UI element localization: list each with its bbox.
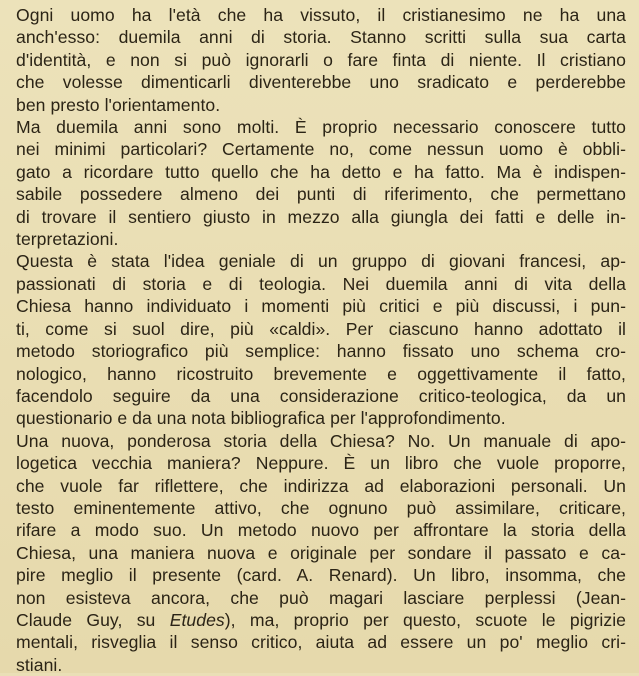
text-line: Una nuova, ponderosa storia della Chiesa? No. Un manuale di apo- <box>16 430 626 451</box>
text-line: ben presto l'orientamento. <box>16 94 221 115</box>
text-line: testo eminentemente attivo, che ognuno può assimilare, criticare, <box>16 497 626 518</box>
text-line: passionati di storia e di teologia. Nei duemila anni di vita della <box>16 273 626 294</box>
text-line: metodo storiografico più semplice: hanno fissato uno schema cro- <box>16 341 626 362</box>
text-line: questionario e da una nota bibliografica per l'approfondimento. <box>16 408 506 429</box>
text-line: nei minimi particolari? Certamente no, come nessun uomo è obbli- <box>16 139 626 160</box>
text-line: Chiesa, una maniera nuova e originale per sondare il passato e ca- <box>16 542 626 563</box>
text-line: Ogni uomo ha l'età che ha vissuto, il cristianesimo ne ha una <box>16 5 626 25</box>
text-line: gato a ricordare tutto quello che ha detto e ha fatto. Ma è indispen- <box>16 161 626 182</box>
text-line: che vuole far riflettere, che indirizza ad elaborazioni personali. Un <box>16 475 626 496</box>
text-line: sabile possedere almeno dei punti di riferimento, che permettano <box>16 184 626 205</box>
text-line: pire meglio il presente (card. A. Renard). Un libro, insomma, che <box>16 565 626 586</box>
text-line: stiani. <box>16 654 63 675</box>
paragraph-2 <box>16 116 626 250</box>
text-line: non esisteva ancora, che può magari lasciare perplessi (Jean- <box>16 587 626 608</box>
text-line: d'identità, e non si può ignorarli o fare finta di niente. Il cristiano <box>16 49 626 70</box>
text-line: Questa è stata l'idea geniale di un gruppo di giovani francesi, ap- <box>16 251 626 272</box>
paragraph-4 <box>16 430 626 676</box>
text-line: terpretazioni. <box>16 229 119 250</box>
text-line: ti, come si suol dire, più «caldi». Per ciascuno hanno adottato il <box>16 318 626 339</box>
text-line: che volesse dimenticarli diventerebbe uno sradicato e perderebbe <box>16 72 626 93</box>
body-text <box>16 4 626 676</box>
text-line: logetica vecchia maniera? Neppure. È un libro che vuole proporre, <box>16 453 626 474</box>
text-line: mentali, risveglia il senso critico, aiuta ad essere un po' meglio cri- <box>16 632 626 653</box>
text-line: Ma duemila anni sono molti. È proprio necessario conoscere tutto <box>16 117 626 138</box>
text-line: di trovare il sentiero giusto in mezzo alla giungla dei fatti e delle in- <box>16 206 626 227</box>
text-line: Chiesa hanno individuato i momenti più critici e più discussi, i pun- <box>16 296 626 317</box>
text-line: nologico, hanno ricostruito brevemente e oggettivamente il fatto, <box>16 363 626 384</box>
text-fragment: ), ma, proprio per questo, scuote le pigrizie <box>224 609 626 630</box>
paragraph-3 <box>16 250 626 429</box>
text-line: facendolo seguire da una considerazione critico-teologica, da un <box>16 385 626 406</box>
paragraph-1 <box>16 4 626 116</box>
text-line: anch'esso: duemila anni di storia. Stanno scritti sulla sua carta <box>16 27 626 48</box>
text-line-with-italic <box>16 609 626 631</box>
text-fragment: Claude Guy, su <box>16 609 170 630</box>
text-line: rifare a modo suo. Un metodo nuovo per affrontare la storia della <box>16 520 626 541</box>
journal-title: Etudes <box>169 609 225 630</box>
